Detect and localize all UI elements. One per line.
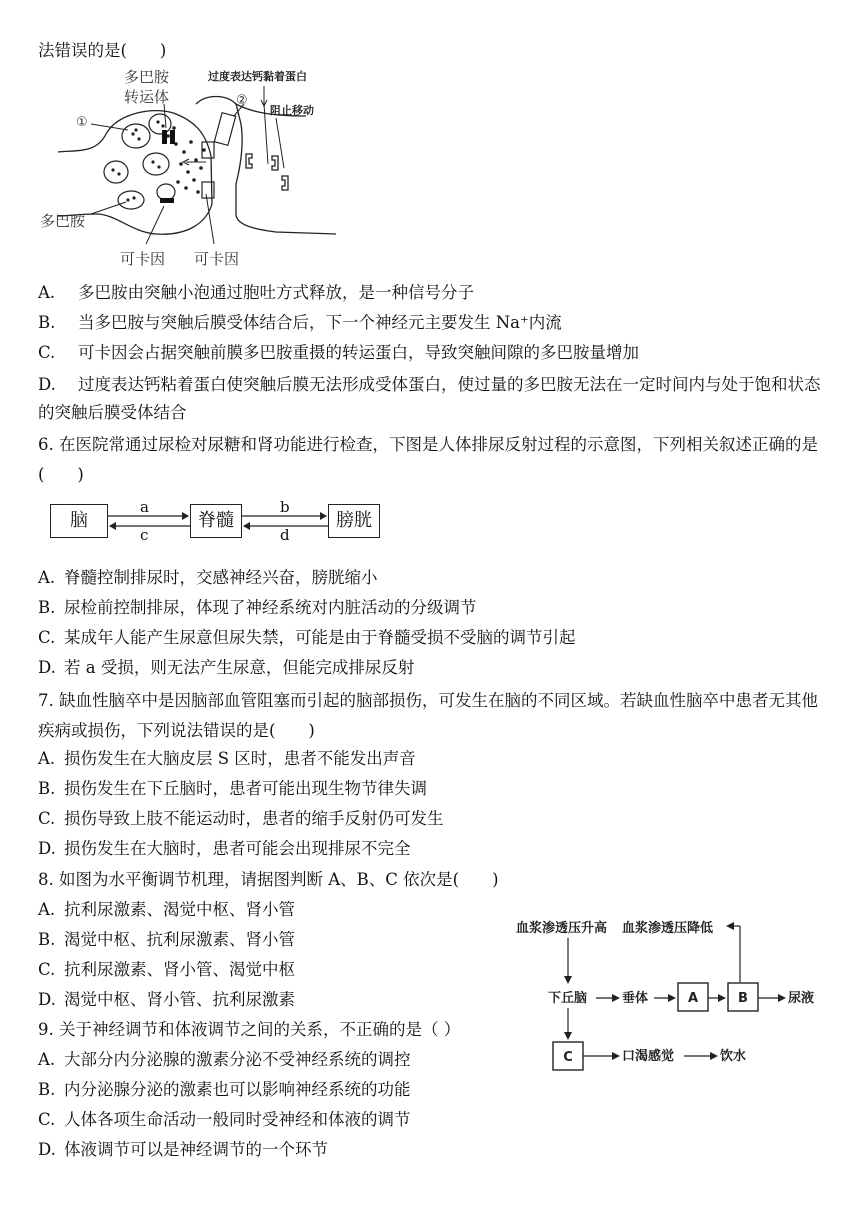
transporter-label-1: 多巴胺 (124, 68, 170, 86)
osmotic-down-label: 血浆渗透压降低 (622, 921, 714, 936)
hypothalamus-label: 下丘脑 (548, 991, 588, 1006)
synapse-figure (36, 64, 356, 274)
q5-option-c: C. 可卡因会占据突触前膜多巴胺重摄的转运蛋白，导致突触间隙的多巴胺量增加 (38, 343, 639, 362)
arrow-c-label: c (140, 526, 149, 544)
transporter-label-2: 转运体 (124, 88, 170, 106)
bladder-box: 膀胱 (328, 504, 380, 538)
q6-stem: 6. 在医院常通过尿检对尿糖和肾功能进行检查，下图是人体排尿反射过程的示意图，下列相关叙述正确的是( ) (38, 435, 818, 484)
brain-box: 脑 (50, 504, 108, 538)
drink-label: 饮水 (720, 1049, 747, 1064)
urine-label: 尿液 (788, 991, 815, 1006)
water-balance-diagram (512, 912, 842, 1082)
q7-option-d: D. 损伤发生在大脑时，患者可能会出现排尿不完全 (38, 839, 411, 858)
q9-stem: 9. 关于神经调节和体液调节之间的关系，不正确的是（ ） (38, 1020, 461, 1039)
q9-option-a: A. 大部分内分泌腺的激素分泌不受神经系统的调控 (38, 1050, 411, 1069)
q6-option-d: D. 若 a 受损，则无法产生尿意，但能完成排尿反射 (38, 658, 415, 677)
q9-option-d: D. 体液调节可以是神经调节的一个环节 (38, 1140, 328, 1159)
arrow-b-label: b (280, 498, 290, 516)
arrow-d-label: d (280, 526, 290, 544)
box-a: A (687, 991, 699, 1006)
q8-option-c: C. 抗利尿激素、肾小管、渴觉中枢 (38, 960, 295, 979)
q5-option-b: B. 当多巴胺与突触后膜受体结合后，下一个神经元主要发生 Na⁺内流 (38, 313, 562, 332)
q9-option-b: B. 内分泌腺分泌的激素也可以影响神经系统的功能 (38, 1080, 411, 1099)
q8-stem: 8. 如图为水平衡调节机理，请据图判断 A、B、C 依次是( ) (38, 870, 499, 889)
dopamine-label: 多巴胺 (40, 212, 86, 230)
q6-option-b: B. 尿检前控制排尿，体现了神经系统对内脏活动的分级调节 (38, 598, 477, 617)
thirst-label: 口渴感觉 (622, 1049, 675, 1064)
box-b: B (738, 991, 748, 1006)
q7-option-c: C. 损伤导致上肢不能运动时，患者的缩手反射仍可发生 (38, 809, 444, 828)
q9-option-c: C. 人体各项生命活动一般同时受神经和体液的调节 (38, 1110, 411, 1129)
q8-option-d: D. 渴觉中枢、肾小管、抗利尿激素 (38, 990, 295, 1009)
label-circle-1: ① (76, 115, 88, 130)
q8-option-b: B. 渴觉中枢、抗利尿激素、肾小管 (38, 930, 295, 949)
q5-option-d: D. 过度表达钙粘着蛋白使突触后膜无法形成受体蛋白，使过量的多巴胺无法在一定时间内与处于饱和状态的突触后膜受体结合 (38, 375, 821, 422)
q5-option-a: A. 多巴胺由突触小泡通过胞吐方式释放，是一种信号分子 (38, 283, 474, 302)
cocaine-label-2: 可卡因 (194, 250, 240, 268)
box-c: C (563, 1050, 573, 1065)
q8-option-a: A. 抗利尿激素、渴觉中枢、肾小管 (38, 900, 295, 919)
arrow-a-label: a (140, 498, 149, 516)
osmotic-up-label: 血浆渗透压升高 (516, 921, 608, 936)
label-circle-2: ② (236, 93, 248, 108)
q7-stem: 7. 缺血性脑卒中是因脑部血管阻塞而引起的脑部损伤，可发生在脑的不同区域。若缺血性脑卒中患者无其他疾病或损伤，下列说法错误的是( ) (38, 691, 818, 740)
q7-option-b: B. 损伤发生在下丘脑时，患者可能出现生物节律失调 (38, 779, 427, 798)
spinal-box: 脊髓 (190, 504, 242, 538)
cocaine-label-1: 可卡因 (120, 250, 166, 268)
q5-stem-tail: 法错误的是( ) (38, 41, 167, 60)
block-label: 阻止移动 (270, 104, 314, 117)
q7-option-a: A. 损伤发生在大脑皮层 S 区时，患者不能发出声音 (38, 749, 416, 768)
pituitary-label: 垂体 (622, 991, 649, 1006)
q6-option-a: A. 脊髓控制排尿时，交感神经兴奋，膀胱缩小 (38, 568, 378, 587)
protein-label: 过度表达钙黏着蛋白 (208, 70, 307, 83)
q6-option-c: C. 某成年人能产生尿意但尿失禁，可能是由于脊髓受损不受脑的调节引起 (38, 628, 576, 647)
reflex-diagram (50, 498, 380, 544)
